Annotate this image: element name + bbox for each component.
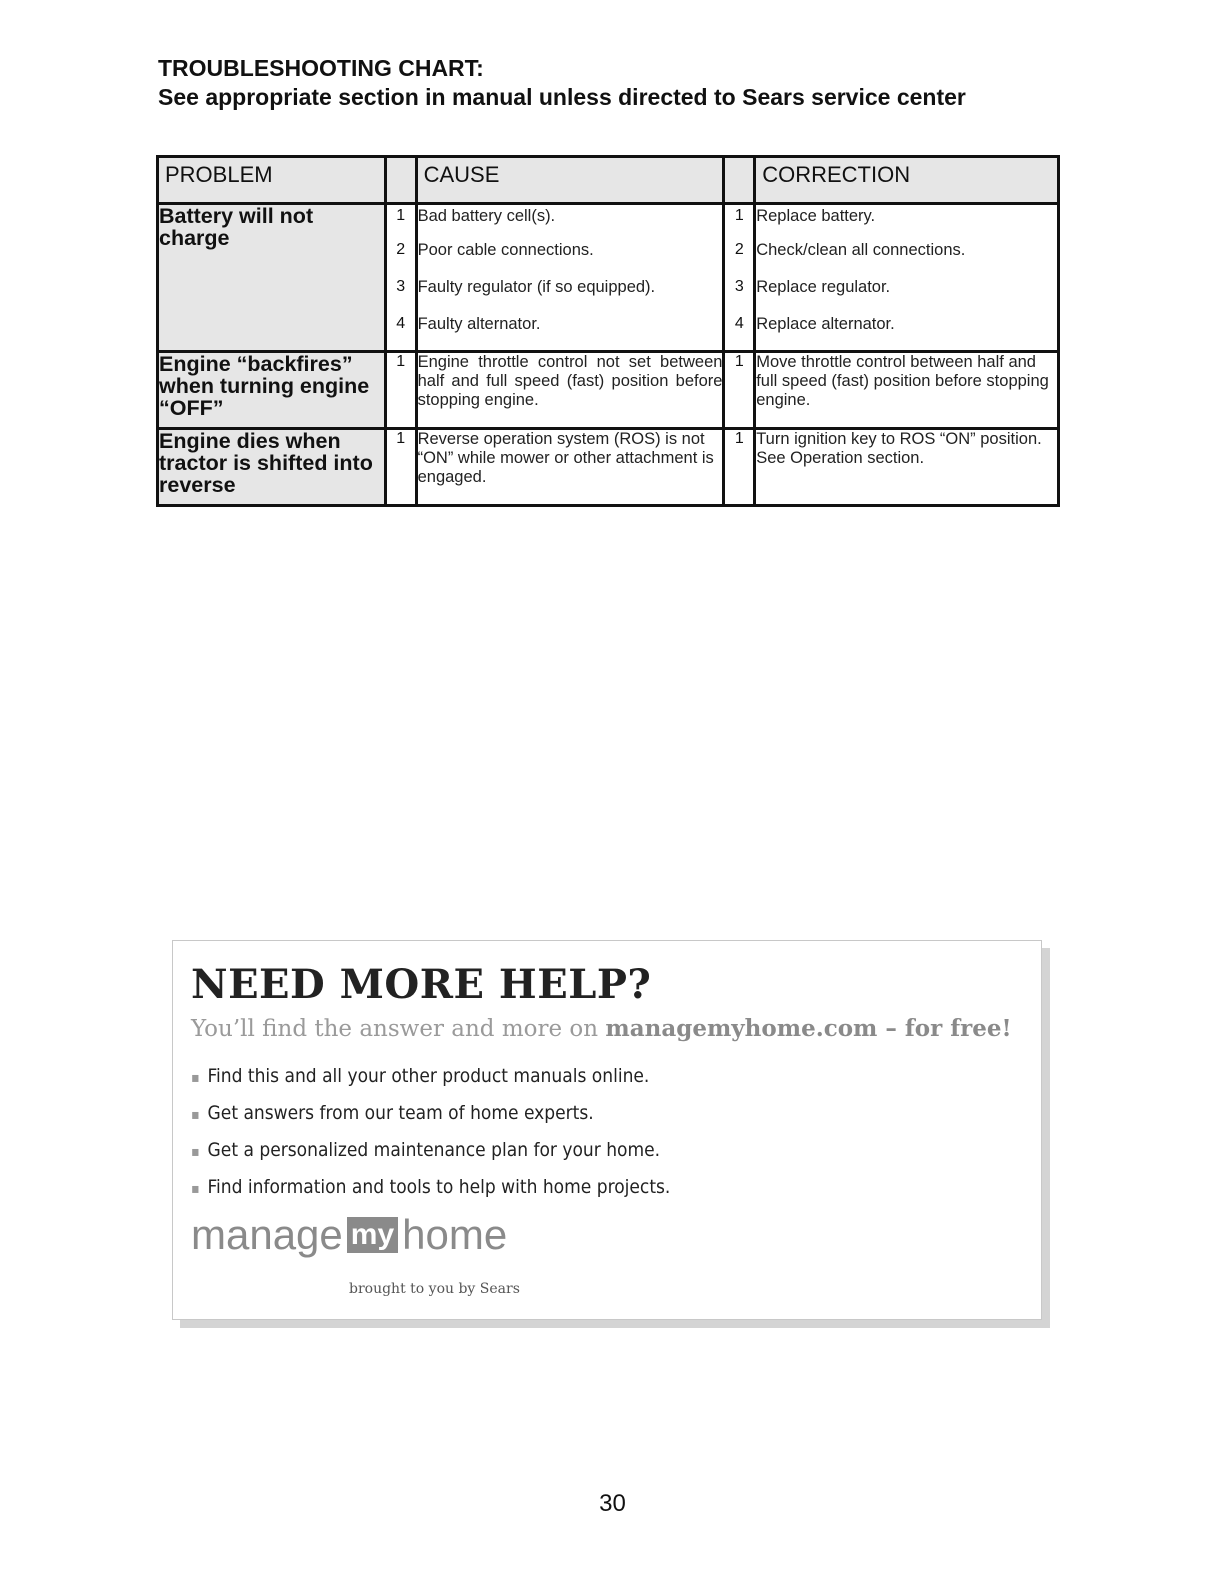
- chart-subtitle: See appropriate section in manual unless directed to Sears service center: [158, 84, 966, 110]
- page-heading: [158, 54, 1158, 112]
- logo-home: home: [402, 1211, 508, 1258]
- list-item-text: Get answers from our team of home experts.: [207, 1102, 594, 1124]
- cause-number: 2: [396, 241, 406, 258]
- correction-number: 1: [724, 429, 755, 506]
- logo-tagline: brought to you by Sears: [349, 1281, 520, 1297]
- correction-number: 2: [734, 241, 744, 258]
- correction-number: 4: [734, 315, 744, 332]
- help-title: NEED MORE HELP?: [191, 961, 652, 1008]
- problem-cell: Battery will not charge: [158, 204, 386, 352]
- header-num-correction: [724, 157, 755, 204]
- correction-number-cell: [724, 204, 755, 352]
- cause-text: Reverse operation system (ROS) is not “ON” while mower or other attachment is engaged.: [416, 429, 724, 506]
- correction-number: 3: [734, 278, 744, 295]
- cause-number: 1: [385, 352, 416, 429]
- logo-my: my: [347, 1217, 398, 1253]
- cause-number: 1: [385, 429, 416, 506]
- cause-number: 4: [396, 315, 406, 332]
- logo-manage: manage: [191, 1211, 343, 1258]
- page-number: 30: [599, 1490, 626, 1517]
- list-item: [191, 1139, 670, 1176]
- need-more-help-box: [172, 940, 1042, 1320]
- correction-text: Turn ignition key to ROS “ON” position. See Operation section.: [755, 429, 1059, 506]
- cause-cell: [416, 204, 724, 352]
- list-item-text: Find information and tools to help with home projects.: [207, 1176, 671, 1198]
- bullet-icon: ▪: [191, 1144, 200, 1160]
- correction-text: Check/clean all connections.: [756, 241, 966, 259]
- cause-text: Faulty regulator (if so equipped).: [417, 278, 656, 296]
- correction-number: 1: [734, 207, 744, 224]
- list-item: [191, 1176, 670, 1213]
- list-item-text: Get a personalized maintenance plan for your home.: [207, 1139, 661, 1161]
- bullet-icon: ▪: [191, 1181, 200, 1197]
- header-problem: PROBLEM: [158, 157, 386, 204]
- table-row: [158, 352, 1059, 429]
- list-item: [191, 1065, 670, 1102]
- list-item-text: Find this and all your other product manuals online.: [207, 1065, 650, 1087]
- correction-text: Replace battery.: [756, 207, 876, 225]
- correction-text: Replace alternator.: [756, 315, 895, 333]
- cause-number: 1: [396, 207, 406, 224]
- help-subtitle-text: You’ll find the answer and more on: [191, 1016, 599, 1042]
- help-bullet-list: [191, 1065, 670, 1213]
- chart-title: TROUBLESHOOTING CHART:: [158, 55, 484, 81]
- help-subtitle: [191, 1015, 1012, 1042]
- troubleshooting-table: [156, 155, 1060, 507]
- managemyhome-logo: [191, 1211, 507, 1259]
- table-row: [158, 204, 1059, 352]
- cause-text: Poor cable connections.: [417, 241, 594, 259]
- correction-text: Replace regulator.: [756, 278, 891, 296]
- problem-cell: Engine “backfires” when turning engine “OFF”: [158, 352, 386, 429]
- correction-text: Move throttle control between half and full speed (fast) position before stopping engine.: [755, 352, 1059, 429]
- table-row: [158, 429, 1059, 506]
- correction-cell: [755, 204, 1059, 352]
- cause-number: 3: [396, 278, 406, 295]
- list-item: [191, 1102, 670, 1139]
- correction-number: 1: [724, 352, 755, 429]
- header-num-cause: [385, 157, 416, 204]
- cause-text: Faulty alternator.: [417, 315, 541, 333]
- bullet-icon: ▪: [191, 1070, 200, 1086]
- header-cause: CAUSE: [416, 157, 724, 204]
- header-correction: CORRECTION: [755, 157, 1059, 204]
- cause-text: Bad battery cell(s).: [417, 207, 556, 225]
- cause-number-cell: [385, 204, 416, 352]
- bullet-icon: ▪: [191, 1107, 200, 1123]
- table-header-row: [158, 157, 1059, 204]
- problem-cell: Engine dies when tractor is shifted into reverse: [158, 429, 386, 506]
- cause-text: Engine throttle control not set between half and full speed (fast) position before stopping engine.: [416, 352, 724, 429]
- help-subtitle-link[interactable]: managemyhome.com – for free!: [605, 1015, 1012, 1042]
